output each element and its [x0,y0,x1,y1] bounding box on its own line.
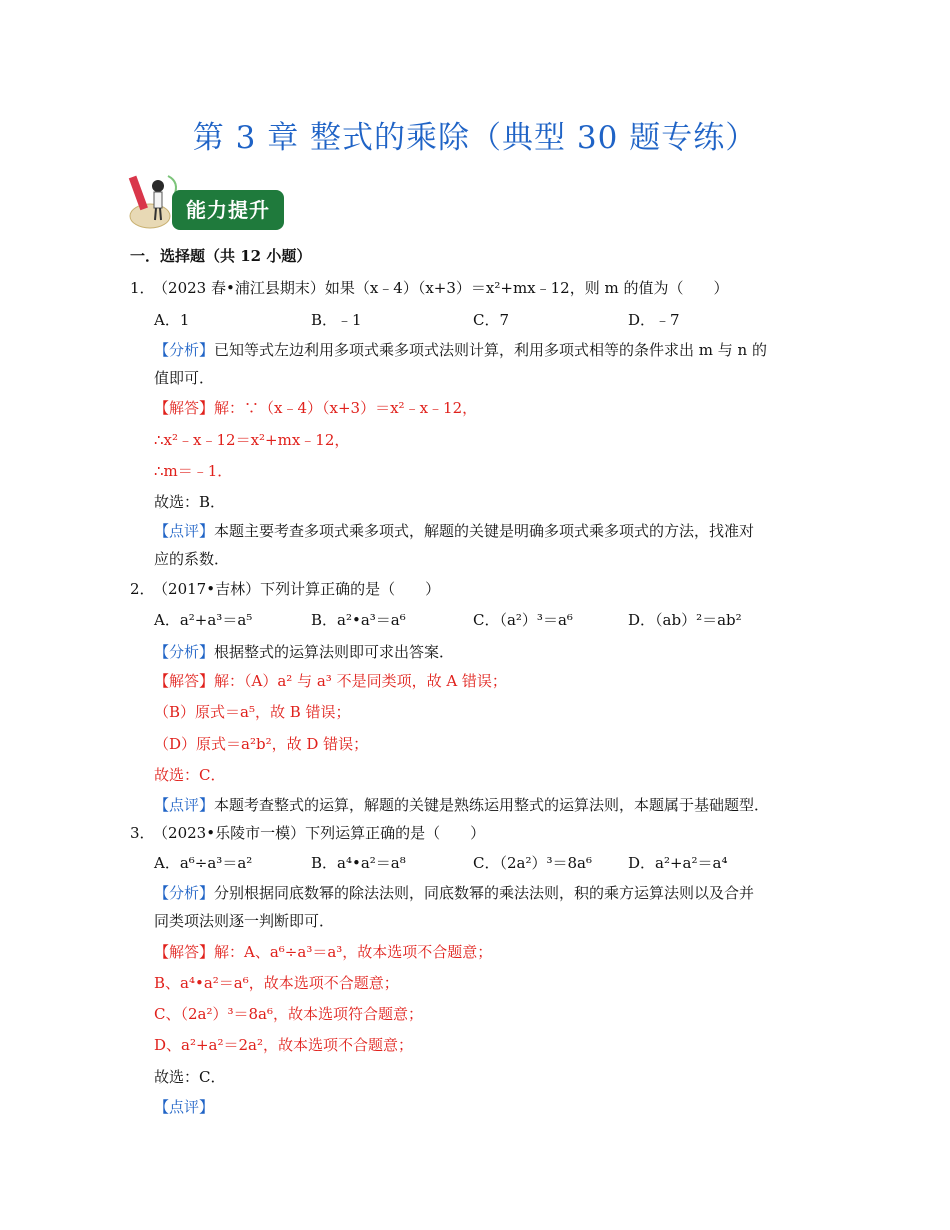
question-3-option-d: D．a²+a²＝a⁴ [628,854,728,872]
page-title: 第 3 章 整式的乘除（典型 30 题专练） [192,120,758,156]
question-3-option-a: A．a⁶÷a³＝a² [154,854,253,872]
answer-tag: 【解答】 [154,672,215,690]
analysis-tag: 【分析】 [154,643,215,661]
question-3-option-c: C．（2a²）³＝8a⁶ [473,854,592,872]
section-heading: 一．选择题（共 12 小题） [130,247,312,265]
question-3-option-b: B．a⁴•a²＝a⁸ [311,854,406,872]
question-2-solution-line-1: 解：（A）a² 与 a³ 不是同类项，故 A 错误； [214,672,507,690]
question-2-solution-line-3: （D）原式＝a²b²，故 D 错误； [154,735,369,753]
question-1-analysis [154,340,767,360]
question-3-solution-line-5: 故选：C． [154,1068,226,1086]
question-3-solution-line-1: 解：A、a⁶÷a³＝a³，故本选项不合题意； [214,943,493,961]
question-2-comment-text: 本题考查整式的运算，解题的关键是熟练运用整式的运算法则，本题属于基础题型． [214,796,770,814]
question-2-solution-line-2: （B）原式＝a⁵，故 B 错误； [154,703,351,721]
question-1-solution-line-2: ∴x²﹣x﹣12＝x²+mx﹣12， [154,431,350,449]
question-2-option-d: D．（ab）²＝ab² [628,611,742,629]
question-1 [130,278,728,298]
question-1-solution-line-4: 故选：B． [154,493,226,511]
question-1-comment-text: 本题主要考查多项式乘多项式，解题的关键是明确多项式乘多项式的方法，找准对 [214,522,755,540]
question-1-option-c: C．7 [473,311,510,329]
question-3-analysis [154,883,754,903]
question-2-comment [154,795,769,815]
question-3-analysis-cont: 同类项法则逐一判断即可． [154,912,335,930]
answer-tag: 【解答】 [154,399,215,417]
answer-tag: 【解答】 [154,943,215,961]
question-3-comment-tag: 【点评】 [154,1098,215,1116]
question-3-solution-line-2: B、a⁴•a²＝a⁶，故本选项不合题意； [154,974,399,992]
question-2-option-b: B．a²•a³＝a⁶ [311,611,406,629]
question-1-comment [154,521,754,541]
question-1-number: 1． [130,279,155,297]
question-2-option-a: A．a²+a³＝a⁵ [154,611,253,629]
question-2-analysis [154,642,454,662]
question-1-option-a: A．1 [154,311,190,329]
question-2-stem: （2017•吉林）下列计算正确的是（ ） [160,580,441,598]
question-1-option-d: D．﹣7 [628,311,680,329]
question-2-option-c: C．（a²）³＝a⁶ [473,611,573,629]
question-2-solution-1 [154,671,507,691]
question-2-number: 2． [130,580,155,598]
question-3-solution-line-4: D、a²+a²＝2a²，故本选项不合题意； [154,1036,414,1054]
analysis-tag: 【分析】 [154,884,215,902]
question-3-number: 3． [130,824,155,842]
analysis-tag: 【分析】 [154,341,215,359]
question-3-analysis-text: 分别根据同底数幂的除法法则，同底数幂的乘法法则，积的乘方运算法则以及合并 [214,884,755,902]
question-1-stem: （2023 春•浦江县期末）如果（x﹣4）（x+3）＝x²+mx﹣12，则 m 的值为（ ） [160,279,729,297]
question-2 [130,579,440,599]
question-2-solution-line-4: 故选：C． [154,766,226,784]
comment-tag: 【点评】 [154,522,215,540]
question-1-analysis-cont: 值即可． [154,369,215,387]
question-3-solution-line-3: C、（2a²）³＝8a⁶，故本选项符合题意； [154,1005,423,1023]
question-2-analysis-text: 根据整式的运算法则即可求出答案． [214,643,455,661]
question-1-solution-1 [154,398,477,418]
question-3 [130,823,485,843]
question-1-analysis-text: 已知等式左边利用多项式乘多项式法则计算，利用多项式相等的条件求出 m 与 n 的 [214,341,767,359]
question-1-comment-cont: 应的系数． [154,550,230,568]
question-1-option-b: B．﹣1 [311,311,362,329]
question-3-stem: （2023•乐陵市一模）下列运算正确的是（ ） [160,824,486,842]
comment-tag: 【点评】 [154,796,215,814]
question-1-solution-line-3: ∴m＝﹣1． [154,462,233,480]
question-1-solution-line-1: 解：∵（x﹣4）（x+3）＝x²﹣x﹣12， [214,399,478,417]
badge-label: 能力提升 [172,190,284,230]
question-3-solution-1 [154,942,492,962]
